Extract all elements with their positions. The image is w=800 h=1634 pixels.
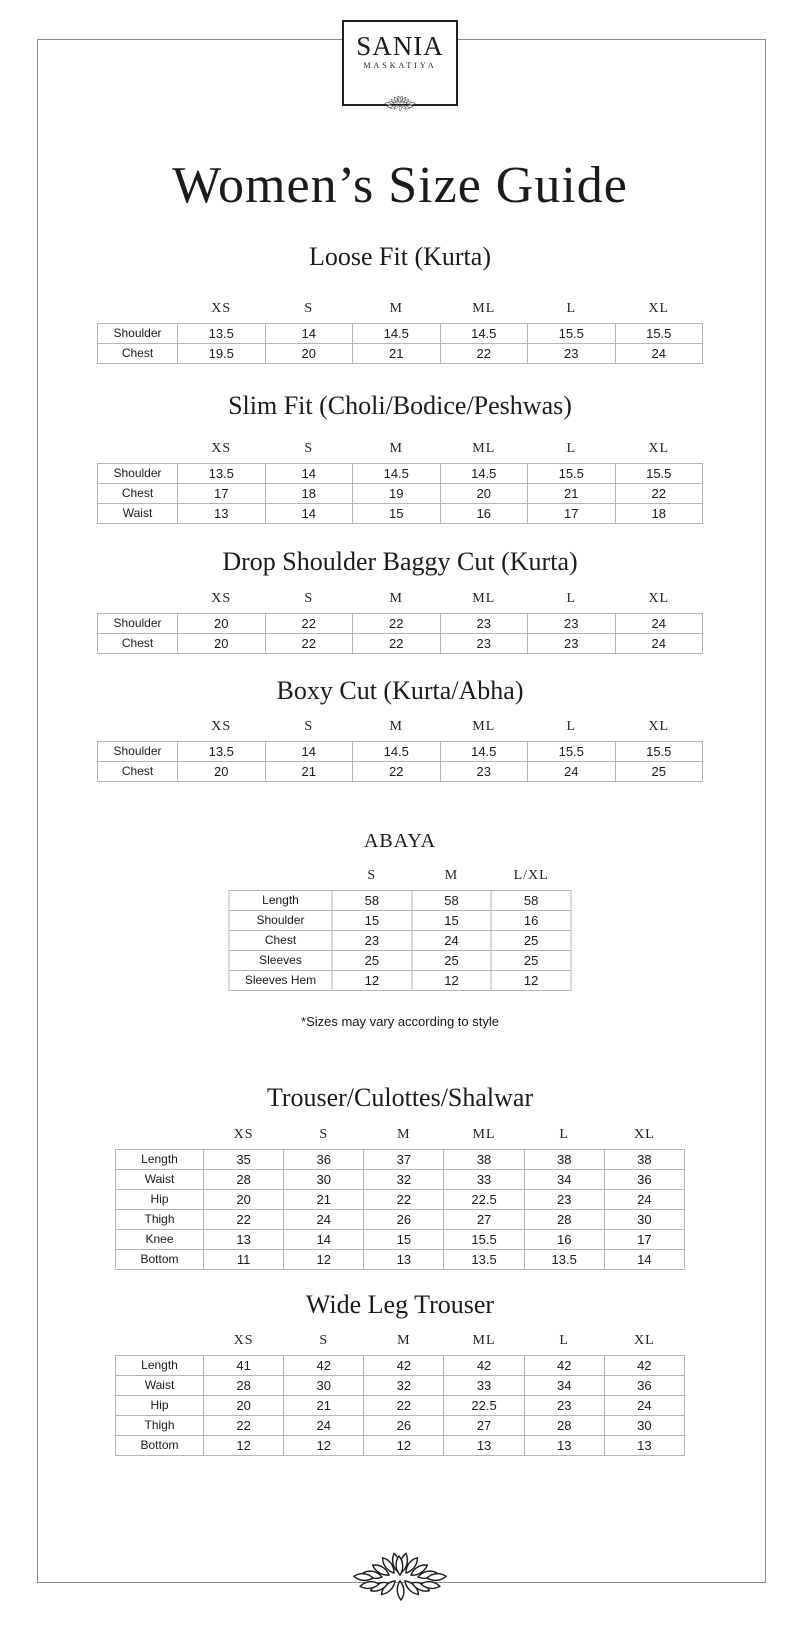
corner-cell	[98, 441, 178, 464]
measurement-label: Bottom	[116, 1250, 204, 1270]
measurement-value: 14	[265, 324, 353, 344]
measurement-value: 32	[364, 1376, 444, 1396]
measurement-value: 12	[491, 971, 571, 991]
measurement-row	[98, 762, 703, 782]
measurement-label: Shoulder	[98, 464, 178, 484]
size-table-loose-fit	[97, 301, 703, 364]
measurement-value: 25	[491, 931, 571, 951]
measurement-value: 21	[284, 1396, 364, 1416]
measurement-value: 15.5	[444, 1230, 524, 1250]
measurement-value: 15.5	[615, 742, 703, 762]
measurement-value: 23	[332, 931, 412, 951]
measurement-label: Length	[116, 1356, 204, 1376]
measurement-row	[98, 504, 703, 524]
measurement-row	[98, 614, 703, 634]
measurement-value: 12	[204, 1436, 284, 1456]
measurement-value: 20	[265, 344, 353, 364]
measurement-value: 22	[265, 634, 353, 654]
measurement-value: 37	[364, 1150, 444, 1170]
measurement-value: 24	[615, 614, 703, 634]
corner-cell	[98, 591, 178, 614]
section-title-loose-fit: Loose Fit (Kurta)	[309, 242, 491, 271]
measurement-value: 19	[353, 484, 441, 504]
size-column-header: M	[397, 1333, 411, 1348]
measurement-value: 15.5	[615, 464, 703, 484]
measurement-label: Chest	[98, 344, 178, 364]
measurement-value: 42	[604, 1356, 684, 1376]
measurement-value: 14	[265, 504, 353, 524]
measurement-value: 12	[412, 971, 492, 991]
size-table-trouser	[115, 1127, 685, 1270]
measurement-value: 38	[524, 1150, 604, 1170]
measurement-value: 27	[444, 1210, 524, 1230]
measurement-value: 21	[284, 1190, 364, 1210]
corner-cell	[98, 719, 178, 742]
measurement-row	[116, 1150, 685, 1170]
size-column-header: XL	[634, 1127, 655, 1142]
measurement-value: 13	[444, 1436, 524, 1456]
measurement-value: 15	[412, 911, 492, 931]
sizes-note: *Sizes may vary according to style	[301, 1014, 499, 1029]
measurement-value: 25	[412, 951, 492, 971]
brand-logo	[342, 20, 458, 106]
measurement-value: 28	[524, 1416, 604, 1436]
measurement-value: 21	[353, 344, 441, 364]
measurement-value: 24	[284, 1416, 364, 1436]
measurement-value: 22	[204, 1210, 284, 1230]
size-column-header: ML	[472, 1127, 496, 1142]
measurement-value: 22	[364, 1190, 444, 1210]
measurement-value: 13	[364, 1250, 444, 1270]
size-table-abaya	[229, 868, 572, 991]
size-column-header: L/XL	[513, 868, 549, 883]
measurement-value: 23	[528, 614, 616, 634]
measurement-value: 35	[204, 1150, 284, 1170]
measurement-value: 24	[615, 634, 703, 654]
measurement-row	[116, 1436, 685, 1456]
measurement-row	[98, 634, 703, 654]
measurement-row	[116, 1230, 685, 1250]
measurement-value: 18	[615, 504, 703, 524]
measurement-value: 22	[615, 484, 703, 504]
measurement-value: 13	[524, 1436, 604, 1456]
measurement-value: 13	[204, 1230, 284, 1250]
size-column-header: S	[304, 441, 314, 456]
size-column-header: S	[319, 1333, 329, 1348]
size-column-header: XS	[211, 719, 232, 734]
size-column-header: ML	[472, 441, 496, 456]
size-column-header: XL	[648, 591, 670, 606]
measurement-row	[229, 951, 571, 971]
section-title-trouser: Trouser/Culottes/Shalwar	[266, 1083, 534, 1112]
measurement-value: 13	[178, 504, 266, 524]
size-header-row	[98, 301, 703, 324]
measurement-value: 22	[204, 1416, 284, 1436]
measurement-value: 26	[364, 1416, 444, 1436]
measurement-value: 20	[178, 614, 266, 634]
measurement-value: 15	[353, 504, 441, 524]
measurement-label: Waist	[116, 1376, 204, 1396]
measurement-value: 11	[204, 1250, 284, 1270]
measurement-value: 12	[332, 971, 412, 991]
corner-cell	[98, 301, 178, 324]
size-column-header: L	[566, 301, 577, 316]
measurement-label: Sleeves	[229, 951, 332, 971]
measurement-value: 21	[265, 762, 353, 782]
measurement-value: 17	[604, 1230, 684, 1250]
measurement-value: 13.5	[178, 464, 266, 484]
size-column-header: XL	[648, 719, 670, 734]
measurement-value: 38	[444, 1150, 524, 1170]
measurement-row	[229, 971, 571, 991]
measurement-value: 42	[364, 1356, 444, 1376]
measurement-value: 24	[604, 1190, 684, 1210]
measurement-value: 23	[440, 634, 528, 654]
measurement-value: 20	[204, 1190, 284, 1210]
size-header-row	[229, 868, 571, 891]
section-title-boxy-cut: Boxy Cut (Kurta/Abha)	[276, 676, 524, 705]
measurement-value: 22	[364, 1396, 444, 1416]
measurement-row	[116, 1210, 685, 1230]
laurel-ornament-icon	[315, 1548, 485, 1608]
measurement-row	[98, 324, 703, 344]
size-column-header: XS	[211, 301, 232, 316]
size-column-header: XS	[211, 441, 232, 456]
measurement-value: 16	[440, 504, 528, 524]
measurement-value: 23	[524, 1396, 604, 1416]
measurement-value: 12	[284, 1436, 364, 1456]
measurement-value: 42	[524, 1356, 604, 1376]
measurement-label: Chest	[98, 762, 178, 782]
measurement-value: 30	[284, 1376, 364, 1396]
measurement-row	[229, 911, 571, 931]
size-column-header: M	[397, 1127, 411, 1142]
size-column-header: XL	[648, 441, 670, 456]
measurement-row	[229, 931, 571, 951]
measurement-value: 14.5	[440, 324, 528, 344]
measurement-value: 34	[524, 1376, 604, 1396]
page-title: Women’s Size Guide	[172, 157, 628, 214]
measurement-row	[116, 1190, 685, 1210]
size-column-header: S	[367, 868, 377, 883]
measurement-label: Length	[229, 891, 332, 911]
measurement-label: Waist	[116, 1170, 204, 1190]
size-column-header: S	[304, 719, 314, 734]
measurement-value: 13.5	[178, 324, 266, 344]
measurement-value: 22	[353, 762, 441, 782]
measurement-value: 17	[528, 504, 616, 524]
laurel-ornament-icon	[372, 94, 428, 114]
size-header-row	[116, 1333, 685, 1356]
measurement-value: 15.5	[615, 324, 703, 344]
measurement-value: 38	[604, 1150, 684, 1170]
size-column-header: L	[559, 1333, 569, 1348]
size-column-header: L	[559, 1127, 569, 1142]
measurement-value: 13	[604, 1436, 684, 1456]
measurement-label: Thigh	[116, 1416, 204, 1436]
size-column-header: XL	[648, 301, 670, 316]
size-table-boxy-cut	[97, 719, 703, 782]
measurement-value: 22	[353, 634, 441, 654]
measurement-value: 33	[444, 1170, 524, 1190]
measurement-row	[98, 344, 703, 364]
size-table-slim-fit	[97, 441, 703, 524]
size-column-header: XS	[233, 1333, 254, 1348]
measurement-value: 15.5	[528, 742, 616, 762]
measurement-value: 27	[444, 1416, 524, 1436]
measurement-value: 30	[604, 1416, 684, 1436]
measurement-value: 20	[178, 762, 266, 782]
measurement-value: 28	[204, 1376, 284, 1396]
measurement-value: 26	[364, 1210, 444, 1230]
measurement-value: 28	[204, 1170, 284, 1190]
measurement-label: Waist	[98, 504, 178, 524]
measurement-value: 32	[364, 1170, 444, 1190]
measurement-label: Knee	[116, 1230, 204, 1250]
measurement-row	[116, 1170, 685, 1190]
measurement-value: 15	[364, 1230, 444, 1250]
size-table-drop-shoulder	[97, 591, 703, 654]
size-column-header: M	[389, 301, 403, 316]
section-title-slim-fit: Slim Fit (Choli/Bodice/Peshwas)	[228, 391, 572, 420]
size-column-header: XL	[634, 1333, 655, 1348]
size-column-header: XS	[211, 591, 232, 606]
measurement-label: Chest	[98, 634, 178, 654]
measurement-value: 17	[178, 484, 266, 504]
measurement-value: 36	[604, 1376, 684, 1396]
measurement-value: 41	[204, 1356, 284, 1376]
measurement-row	[116, 1376, 685, 1396]
measurement-value: 16	[491, 911, 571, 931]
measurement-value: 14.5	[353, 464, 441, 484]
measurement-row	[116, 1396, 685, 1416]
measurement-label: Thigh	[116, 1210, 204, 1230]
size-table-wide-leg	[115, 1333, 685, 1456]
measurement-row	[98, 464, 703, 484]
measurement-label: Chest	[229, 931, 332, 951]
measurement-value: 42	[444, 1356, 524, 1376]
measurement-value: 24	[412, 931, 492, 951]
measurement-value: 22.5	[444, 1190, 524, 1210]
measurement-value: 13.5	[178, 742, 266, 762]
measurement-value: 23	[440, 762, 528, 782]
measurement-value: 16	[524, 1230, 604, 1250]
size-column-header: ML	[472, 719, 496, 734]
measurement-value: 13.5	[444, 1250, 524, 1270]
measurement-value: 18	[265, 484, 353, 504]
measurement-label: Shoulder	[229, 911, 332, 931]
size-column-header: ML	[472, 591, 496, 606]
measurement-value: 12	[364, 1436, 444, 1456]
measurement-value: 22	[265, 614, 353, 634]
measurement-value: 30	[284, 1170, 364, 1190]
size-column-header: L	[566, 441, 577, 456]
measurement-value: 23	[440, 614, 528, 634]
brand-subname: MASKATIYA	[363, 61, 437, 70]
measurement-value: 20	[440, 484, 528, 504]
measurement-label: Shoulder	[98, 742, 178, 762]
measurement-value: 24	[604, 1396, 684, 1416]
measurement-value: 14	[284, 1230, 364, 1250]
measurement-value: 24	[284, 1210, 364, 1230]
measurement-value: 14	[265, 742, 353, 762]
measurement-value: 20	[204, 1396, 284, 1416]
measurement-value: 23	[528, 634, 616, 654]
measurement-label: Bottom	[116, 1436, 204, 1456]
measurement-value: 22.5	[444, 1396, 524, 1416]
size-header-row	[98, 719, 703, 742]
measurement-value: 20	[178, 634, 266, 654]
measurement-value: 12	[284, 1250, 364, 1270]
measurement-label: Shoulder	[98, 614, 178, 634]
measurement-value: 58	[491, 891, 571, 911]
measurement-value: 22	[440, 344, 528, 364]
measurement-label: Hip	[116, 1396, 204, 1416]
measurement-row	[229, 891, 571, 911]
measurement-value: 14.5	[353, 324, 441, 344]
size-column-header: S	[304, 591, 314, 606]
size-column-header: M	[444, 868, 459, 883]
size-column-header: ML	[472, 301, 496, 316]
measurement-value: 14	[604, 1250, 684, 1270]
measurement-label: Hip	[116, 1190, 204, 1210]
size-column-header: ML	[472, 1333, 496, 1348]
corner-cell	[116, 1333, 204, 1356]
measurement-label: Sleeves Hem	[229, 971, 332, 991]
measurement-value: 23	[528, 344, 616, 364]
measurement-value: 42	[284, 1356, 364, 1376]
measurement-value: 15.5	[528, 324, 616, 344]
measurement-value: 30	[604, 1210, 684, 1230]
size-header-row	[116, 1127, 685, 1150]
measurement-value: 24	[528, 762, 616, 782]
measurement-row	[116, 1416, 685, 1436]
brand-name: SANIA	[356, 31, 444, 61]
measurement-row	[98, 484, 703, 504]
measurement-value: 21	[528, 484, 616, 504]
measurement-row	[116, 1250, 685, 1270]
measurement-value: 25	[332, 951, 412, 971]
measurement-value: 58	[332, 891, 412, 911]
size-column-header: M	[389, 719, 403, 734]
measurement-value: 36	[604, 1170, 684, 1190]
measurement-value: 15.5	[528, 464, 616, 484]
measurement-value: 58	[412, 891, 492, 911]
measurement-label: Chest	[98, 484, 178, 504]
measurement-value: 36	[284, 1150, 364, 1170]
corner-cell	[116, 1127, 204, 1150]
measurement-value: 14	[265, 464, 353, 484]
size-header-row	[98, 591, 703, 614]
measurement-value: 15	[332, 911, 412, 931]
measurement-value: 14.5	[440, 464, 528, 484]
section-title-abaya: ABAYA	[363, 830, 437, 852]
size-column-header: L	[566, 719, 577, 734]
measurement-value: 28	[524, 1210, 604, 1230]
measurement-value: 13.5	[524, 1250, 604, 1270]
measurement-value: 25	[615, 762, 703, 782]
measurement-value: 33	[444, 1376, 524, 1396]
size-header-row	[98, 441, 703, 464]
measurement-label: Shoulder	[98, 324, 178, 344]
measurement-value: 24	[615, 344, 703, 364]
measurement-value: 14.5	[440, 742, 528, 762]
section-title-wide-leg: Wide Leg Trouser	[305, 1290, 495, 1319]
size-column-header: S	[304, 301, 314, 316]
measurement-value: 22	[353, 614, 441, 634]
measurement-value: 25	[491, 951, 571, 971]
corner-cell	[229, 868, 332, 891]
size-column-header: S	[319, 1127, 329, 1142]
section-title-drop-shoulder: Drop Shoulder Baggy Cut (Kurta)	[222, 547, 578, 576]
measurement-row	[98, 742, 703, 762]
size-column-header: L	[566, 591, 577, 606]
size-column-header: M	[389, 441, 403, 456]
size-column-header: M	[389, 591, 403, 606]
size-column-header: XS	[233, 1127, 254, 1142]
measurement-value: 19.5	[178, 344, 266, 364]
measurement-row	[116, 1356, 685, 1376]
measurement-value: 14.5	[353, 742, 441, 762]
measurement-value: 23	[524, 1190, 604, 1210]
measurement-label: Length	[116, 1150, 204, 1170]
measurement-value: 34	[524, 1170, 604, 1190]
